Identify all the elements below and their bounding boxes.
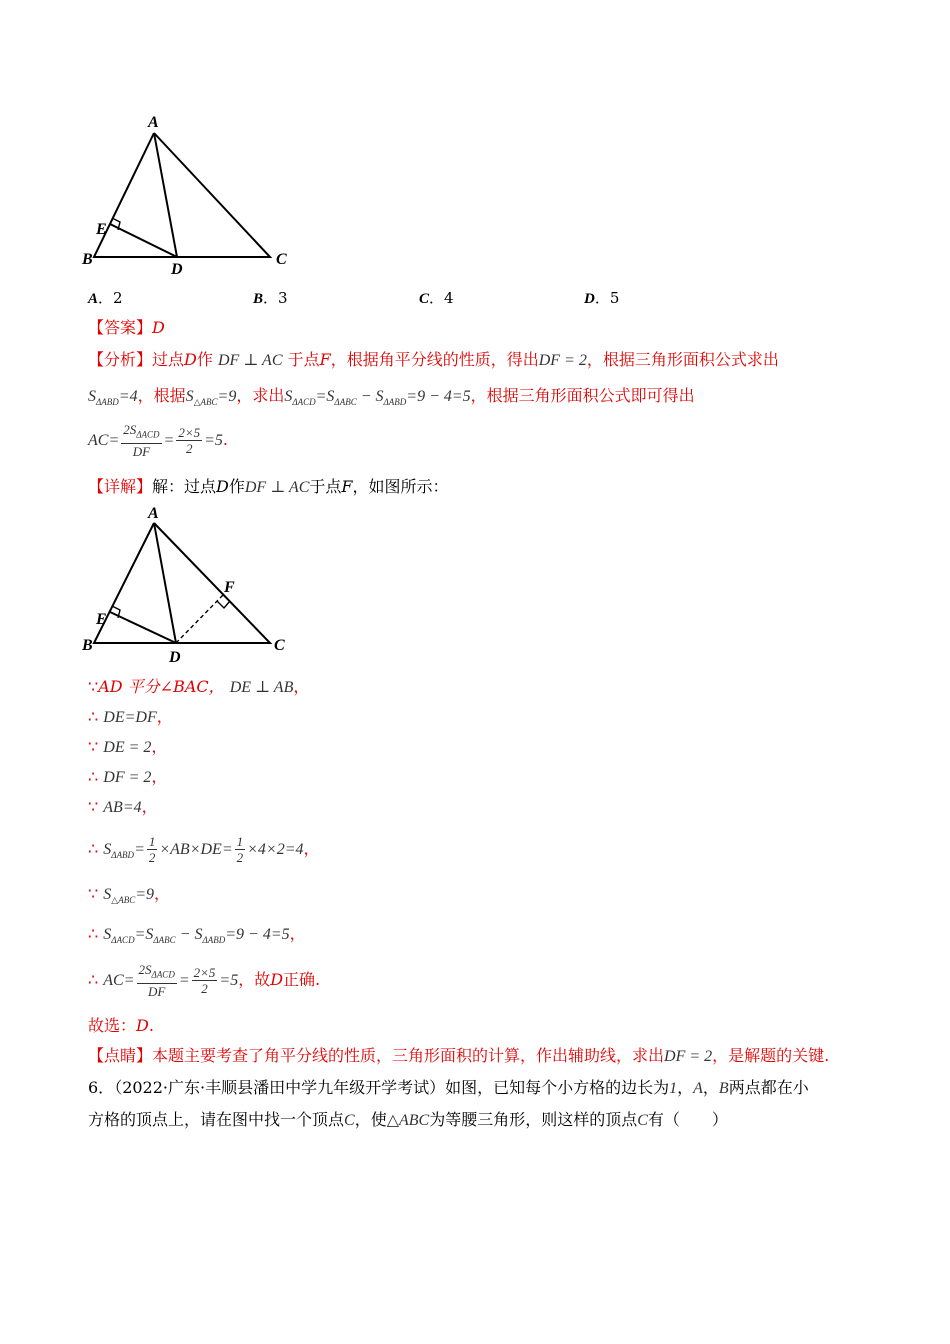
detail-intro: 【详解】解：过点D作DF ⊥ AC于点F，如图所示： <box>88 477 449 496</box>
label-e: E <box>96 611 107 628</box>
option-d: D．5 <box>584 289 620 307</box>
label-b: B <box>82 251 93 268</box>
label-a: A <box>148 505 159 522</box>
figure-triangle-2 <box>80 500 310 670</box>
step-8: ∴ $S_{\Delta ACD}=S_{\Delta ABC} - S_{\Delta ABD}=9 - 4=5$， <box>88 924 306 946</box>
segment-ad <box>154 133 177 257</box>
figure-triangle-1 <box>80 110 310 280</box>
step-2: ∴ DE=DF， <box>88 707 173 726</box>
right-angle-mark <box>112 218 120 230</box>
label-d: D <box>171 261 183 278</box>
segment-df-dashed <box>176 595 223 643</box>
right-angle-mark-f <box>217 601 230 608</box>
label-a: A <box>148 114 159 131</box>
label-c: C <box>274 637 285 654</box>
option-a: A．2 <box>88 289 123 307</box>
analysis-line-3: AC= $\frac{2S_{\Delta ACD}}{DF}$ = $\frac{2\times 5}{2}$ =5. <box>88 422 229 459</box>
label-c: C <box>276 251 287 268</box>
analysis-line-1: 【分析】过点D作 DF ⊥ AC 于点F，根据角平分线的性质，得出DF = 2，根据三角形面积公式求出 <box>88 350 779 369</box>
triangle-abc <box>94 523 270 643</box>
option-b: B．3 <box>253 289 288 307</box>
question-6-line-2: 方格的顶点上，请在图中找一个顶点C，使△ABC为等腰三角形，则这样的顶点C有（ ） <box>88 1110 728 1129</box>
choice-line: 故选：D. <box>88 1016 154 1035</box>
label-d: D <box>169 649 181 666</box>
option-c: C．4 <box>419 289 454 307</box>
step-9: ∴ AC= $\frac{2S_{\Delta ACD}}{DF}$ = $\frac{2\times 5}{2}$ =5，故D正确. <box>88 962 321 999</box>
triangle-abc <box>94 133 270 257</box>
segment-de <box>110 612 176 643</box>
step-4: ∴ DF = 2， <box>88 767 168 786</box>
step-1: ∵AD 平分∠BAC， DE ⊥ AB， <box>88 677 310 696</box>
analysis-line-2: $S_{\Delta ABD}=4$，根据$S_{\triangle ABC}=9$，求出$S_{\Delta ACD}=S_{\Delta ABC} - S_{\Delta ABD}=9 - 4=5$，根据三角形面积公式即可得出 <box>88 386 695 408</box>
step-5: ∵ AB=4， <box>88 797 158 816</box>
label-e: E <box>96 221 107 238</box>
segment-de <box>110 224 177 257</box>
comment-line: 【点睛】本题主要考查了角平分线的性质，三角形面积的计算，作出辅助线，求出DF = 2，是解题的关键. <box>88 1046 830 1065</box>
step-3: ∵ DE = 2， <box>88 737 168 756</box>
answer-line: 【答案】D <box>88 318 165 337</box>
right-angle-mark-e <box>112 606 120 618</box>
question-6-line-1: 6．（2022·广东·丰顺县潘田中学九年级开学考试）如图，已知每个小方格的边长为1，A，B两点都在小 <box>88 1078 809 1097</box>
step-6: ∴ $S_{\Delta ABD}=$ $\frac{1}{2}$ ×AB×DE= $\frac{1}{2}$ ×4×2=4， <box>88 834 320 865</box>
label-b: B <box>82 637 93 654</box>
label-f: F <box>224 579 235 596</box>
step-7: ∵ $S_{\triangle ABC}=9$， <box>88 884 171 906</box>
